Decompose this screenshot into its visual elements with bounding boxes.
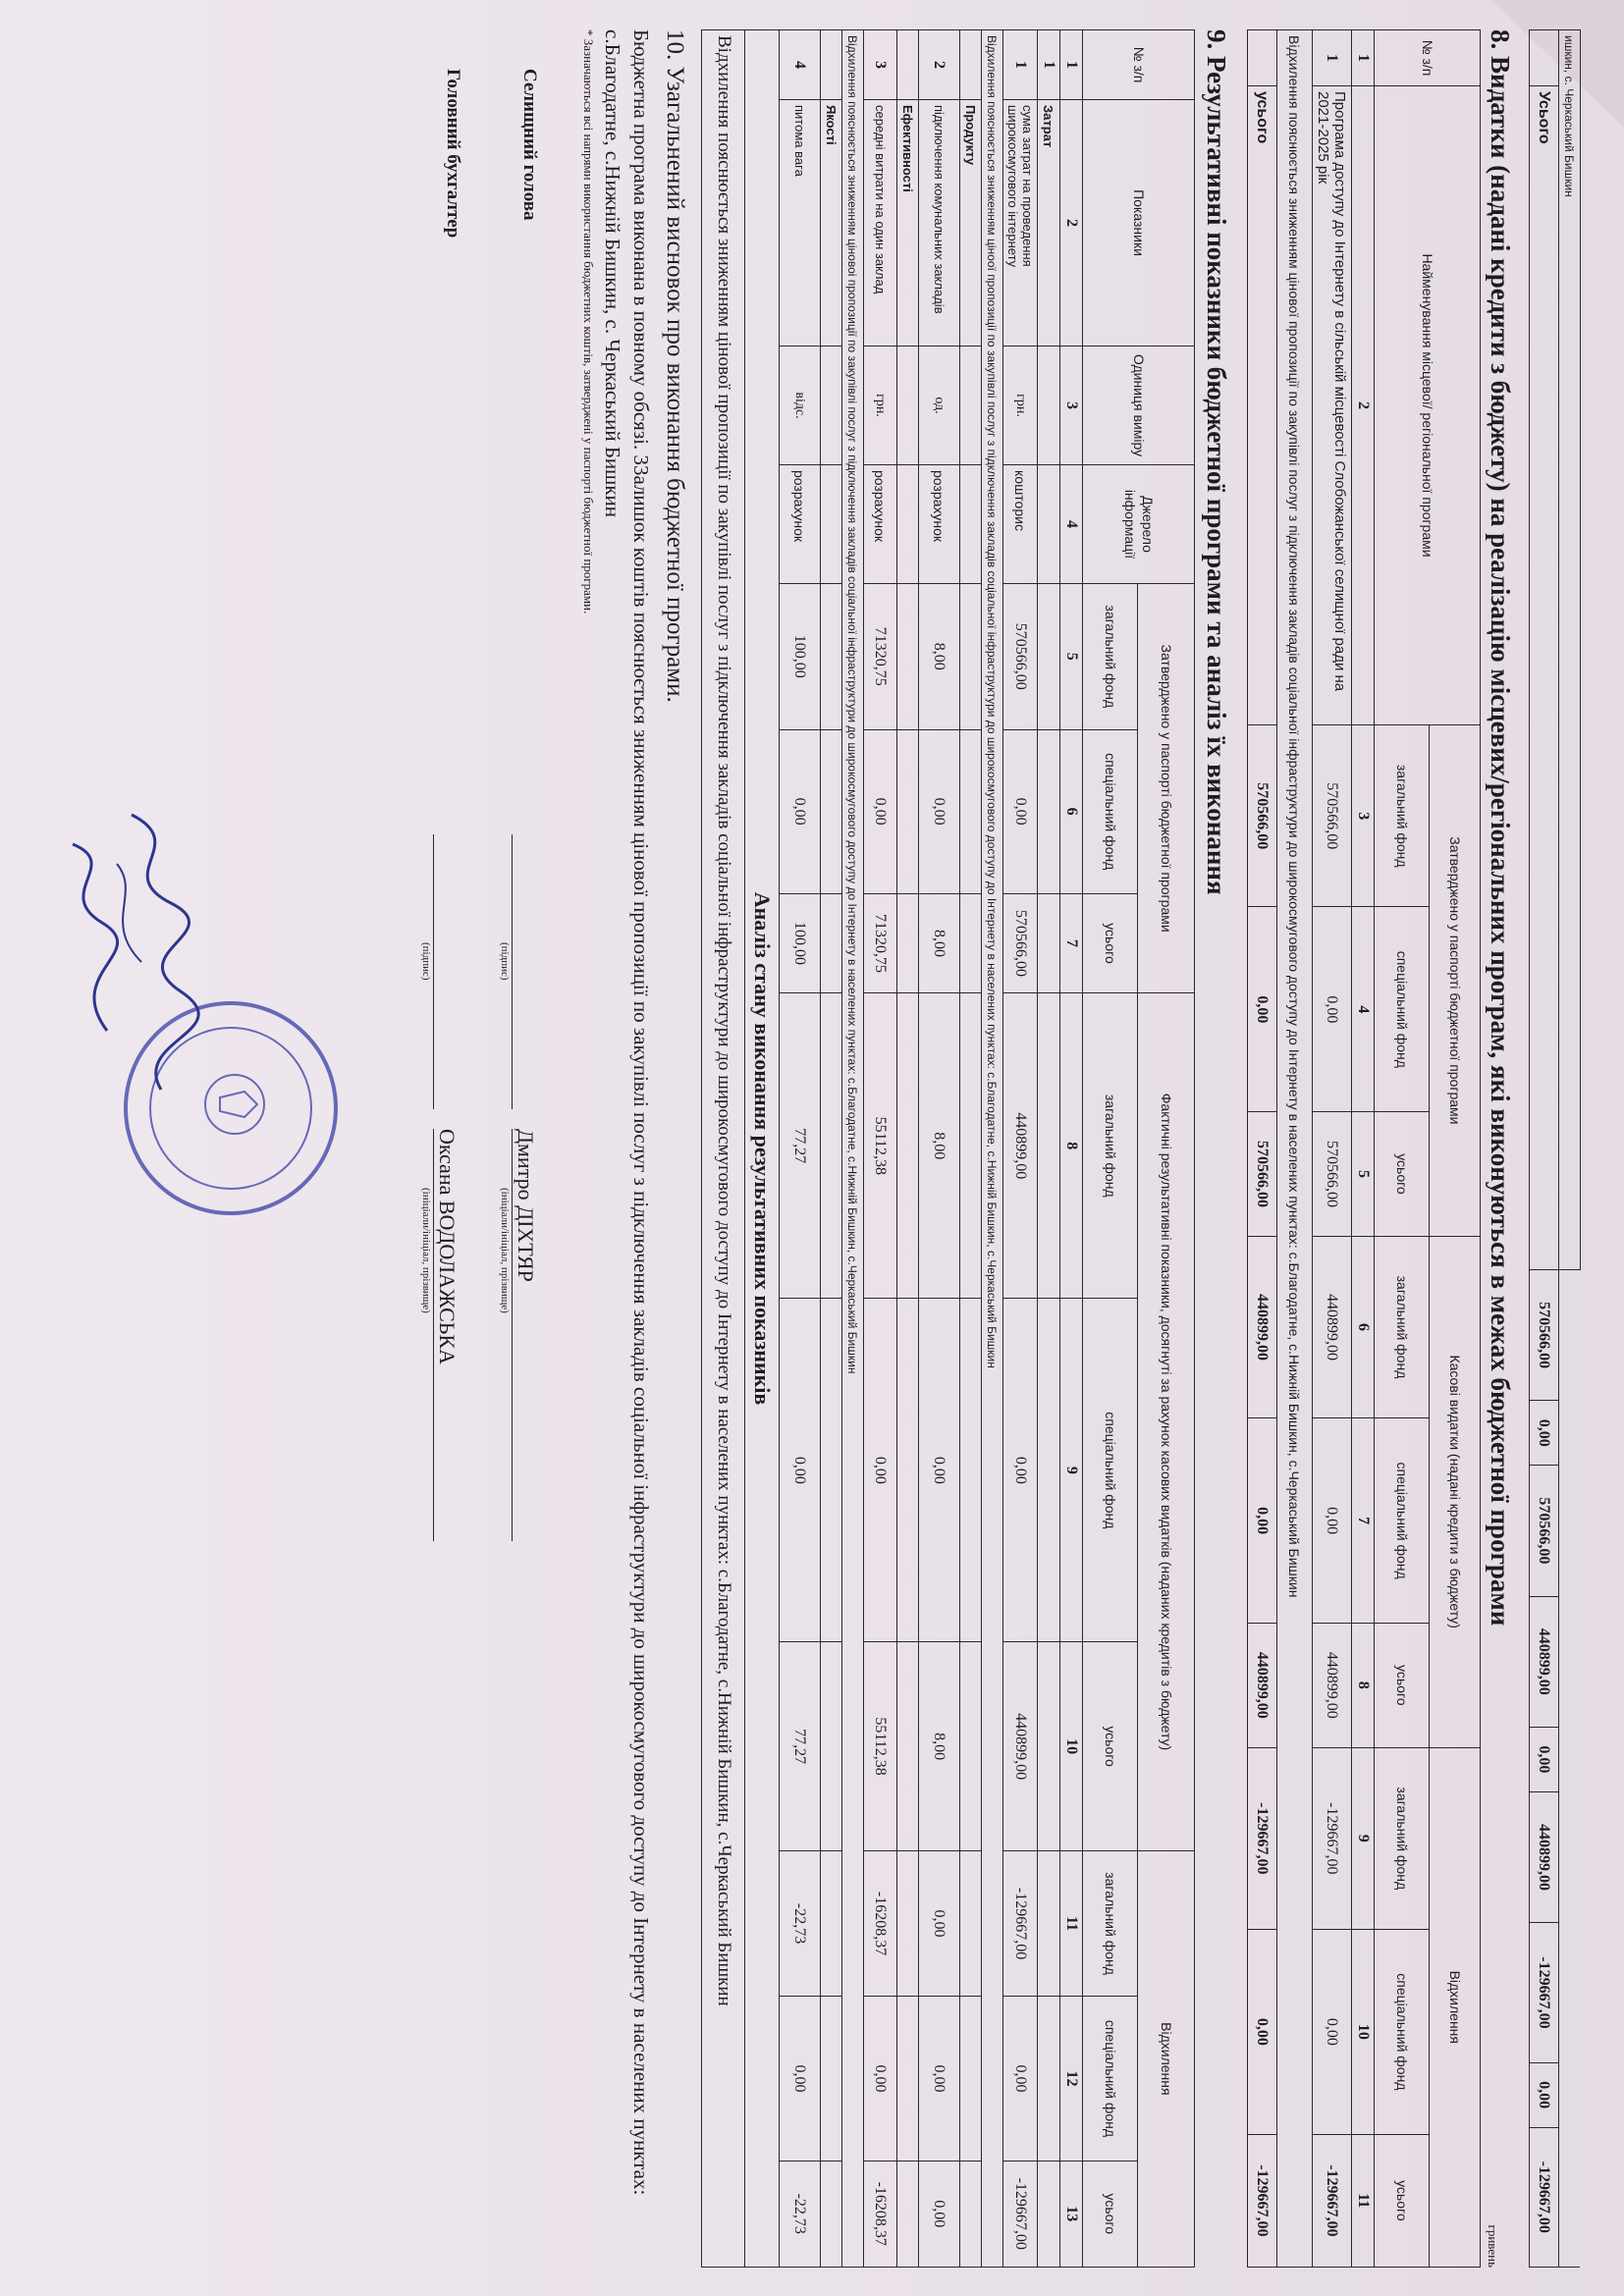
group-number <box>897 30 919 100</box>
indicator-value: 440899,00 <box>1003 993 1038 1299</box>
signature-role: Селищний голова <box>519 69 541 221</box>
program-value: 570566,00 <box>1313 1112 1352 1237</box>
col-number: 10 <box>1352 1930 1375 2135</box>
total-value: 570566,00 <box>1248 725 1277 907</box>
col-number: 7 <box>1352 1418 1375 1624</box>
program-value: -129667,00 <box>1313 1747 1352 1929</box>
top-total-value: 0,00 <box>1530 2062 1559 2127</box>
col-number: 3 <box>1060 347 1083 465</box>
signatory-name: Дмитро ДІХТЯР <box>514 1129 539 1282</box>
col-cash-header: Касові видатки (надані кредити з бюджету) <box>1430 1236 1481 1747</box>
program-name: Програма доступу до Інтернету в сільській місцевості Слобожанської селищної ради на 2021-2025 рік <box>1313 86 1352 725</box>
group-label: Продукту <box>960 100 982 347</box>
col-number: 5 <box>1060 584 1083 730</box>
indicator-value: 440899,00 <box>1003 1642 1038 1850</box>
indicator-value: -22,73 <box>780 1850 821 1997</box>
signature-line <box>512 834 513 1109</box>
subheader-special: спеціальний фонд <box>1083 1997 1138 2161</box>
signature-role: Головний бухгалтер <box>443 69 464 239</box>
name-line <box>433 1129 434 1541</box>
indicator-number: 3 <box>864 30 897 100</box>
name-hint: (ініціали/ініціал, прізвище) <box>499 1188 512 1313</box>
indicator-unit: од. <box>919 347 960 465</box>
indicator-value: 570566,00 <box>1003 893 1038 992</box>
subheader-general: загальний фонд <box>1375 1747 1430 1929</box>
col-num-header: № з/п <box>1083 30 1195 100</box>
subheader-special: спеціальний фонд <box>1375 907 1430 1112</box>
signatory-name: Оксана ВОДОЛАЖСЬКА <box>435 1129 460 1364</box>
document-sheet <box>403 29 1585 2268</box>
indicator-value: 71320,75 <box>864 893 897 992</box>
col-deviation-header: Відхилення <box>1138 1850 1195 2267</box>
col-number: 5 <box>1352 1112 1375 1237</box>
indicator-value: 0,00 <box>864 1299 897 1642</box>
section8-title: 8. Видатки (надані кредити з бюджету) на реалізацію місцевих/регіональних програм, які виконуються в межах бюджетної програми <box>1486 29 1515 1627</box>
col-num-header: № з/п <box>1375 30 1481 86</box>
col-number: 12 <box>1060 1997 1083 2161</box>
indicator-name: середні витрати на один заклад <box>864 100 897 347</box>
subheader-special: спеціальний фонд <box>1375 1930 1430 2135</box>
col-number: 9 <box>1352 1747 1375 1929</box>
subheader-total: усього <box>1375 2134 1430 2267</box>
program-value: 0,00 <box>1313 1418 1352 1624</box>
indicator-value: 0,00 <box>864 1997 897 2161</box>
subheader-general: загальний фонд <box>1083 1850 1138 1997</box>
subheader-special: спеціальний фонд <box>1083 729 1138 893</box>
col-number: 4 <box>1060 465 1083 584</box>
total-value: 0,00 <box>1248 907 1277 1112</box>
subheader-general: загальний фонд <box>1375 725 1430 907</box>
indicator-value: 0,00 <box>1003 1997 1038 2161</box>
signature-scribble <box>43 834 132 1050</box>
col-number: 7 <box>1060 893 1083 992</box>
total-value: -129667,00 <box>1248 1747 1277 1929</box>
subheader-general: загальний фонд <box>1083 584 1138 730</box>
top-total-value: 0,00 <box>1530 1401 1559 1466</box>
signature-hint: (підпис) <box>499 942 512 981</box>
program-value: 440899,00 <box>1313 1623 1352 1747</box>
col-approved-header: Затверджено у паспорті бюджетної програми <box>1138 584 1195 993</box>
indicator-value: 8,00 <box>919 993 960 1299</box>
subheader-total: усього <box>1083 893 1138 992</box>
indicator-value: 0,00 <box>1003 729 1038 893</box>
group-label: Ефективності <box>897 100 919 347</box>
indicator-value: 8,00 <box>919 1642 960 1850</box>
analysis-text: Відхилення пояснюється зниженням цінової пропозиції по закупівлі послуг з підключення закладів соціальної інфраструктури до широкосмугового доступу до Інтернету в населених пунктах: с.Благодатне, с.Нижній Бишкин, с.Черкаський Бишкин <box>702 30 745 2268</box>
signature-hint: (підпис) <box>420 942 433 981</box>
indicator-number: 4 <box>780 30 821 100</box>
signature-line <box>433 834 434 1109</box>
col-number: 9 <box>1060 1299 1083 1642</box>
indicator-name: сума затрат на проведення широкосмугового інтернету <box>1003 100 1038 347</box>
indicator-value: 0,00 <box>780 729 821 893</box>
subheader-special: спеціальний фонд <box>1083 1299 1138 1642</box>
unit-label: гривень <box>1486 2224 1500 2268</box>
top-total-table <box>1529 29 1581 2268</box>
indicator-value: 570566,00 <box>1003 584 1038 730</box>
indicator-value: 100,00 <box>780 893 821 992</box>
indicator-unit: відс. <box>780 347 821 465</box>
col-name-header: Найменування місцевої/ регіональної програми <box>1375 86 1481 725</box>
indicator-source: розрахунок <box>919 465 960 584</box>
deviation-note: Відхилення пояснюється зниженням ціноої пропозиції по закупівлі послуг з підключення закладів соціальної інфраструктури до широкосмугового доступу до Інтернету в населених пунктах: с.Благодатне, с.Нижній Бишкин, с.Черкаський Бишкин <box>982 30 1003 2268</box>
indicator-value: 77,27 <box>780 1642 821 1850</box>
indicator-value: 0,00 <box>1003 1299 1038 1642</box>
col-number: 8 <box>1060 993 1083 1299</box>
col-number: 1 <box>1352 30 1375 86</box>
group-label: Затрат <box>1038 100 1060 347</box>
indicator-value: 8,00 <box>919 584 960 730</box>
indicator-value: 8,00 <box>919 893 960 992</box>
row-number: 1 <box>1313 30 1352 86</box>
indicator-value: 100,00 <box>780 584 821 730</box>
indicator-value: 0,00 <box>864 729 897 893</box>
indicator-source: розрахунок <box>864 465 897 584</box>
indicator-value: 55112,38 <box>864 1642 897 1850</box>
deviation-note: Відхилення пояснюється зниженням цінової пропозиції по закупівлі послуг з підключення закладів соціальної інфраструктури до широкосмугового доступу до Інтернету в населених пунктах: с.Благодатне, с.Нижній Бишкин, с.Черкаський Бишкин <box>1277 30 1313 2268</box>
indicator-unit: грн. <box>1003 347 1038 465</box>
footnote: * Зазначаються всі напрями використання бюджетних коштів, затверджені у паспорті бюджетної програми. <box>580 29 596 614</box>
col-number: 10 <box>1060 1642 1083 1850</box>
indicator-value: 0,00 <box>919 729 960 893</box>
col-number: 6 <box>1352 1236 1375 1417</box>
top-total-value: 440899,00 <box>1530 1596 1559 1727</box>
group-label: Якості <box>821 100 842 347</box>
subheader-total: усього <box>1083 1642 1138 1850</box>
col-number: 6 <box>1060 729 1083 893</box>
top-total-label: Усього <box>1530 86 1559 1270</box>
indicator-value: 71320,75 <box>864 584 897 730</box>
indicator-value: -16208,37 <box>864 2161 897 2267</box>
indicator-name: підключення комунальних закладів <box>919 100 960 347</box>
total-value: 570566,00 <box>1248 1112 1277 1237</box>
col-number: 4 <box>1352 907 1375 1112</box>
indicator-value: 77,27 <box>780 993 821 1299</box>
top-total-value: 570566,00 <box>1530 1466 1559 1596</box>
indicator-value: -129667,00 <box>1003 2161 1038 2267</box>
top-total-value: -129667,00 <box>1530 1923 1559 2062</box>
subheader-total: усього <box>1375 1112 1430 1237</box>
col-number: 11 <box>1352 2134 1375 2267</box>
indicator-value: 0,00 <box>780 1299 821 1642</box>
total-label: усього <box>1248 86 1277 725</box>
top-total-value: -129667,00 <box>1530 2127 1559 2267</box>
section9-title: 9. Результативні показники бюджетної програми та аналіз їх виконання <box>1202 29 1231 895</box>
section10-text: Бюджетна програма виконана в повному обсязі. 33алишок коштів пояснюється зниженням цінової пропозиції по закупівлі послуг з підключення закладів соціальної інфраструктури до широкосмугового доступу до Інтернету в населених пунктах: с.Благодатне, с.Нижній Бишкин, с. Черкаський Бишкин <box>601 29 653 2196</box>
section8-table <box>1247 29 1481 2268</box>
col-number: 11 <box>1060 1850 1083 1997</box>
indicator-value: 0,00 <box>919 1299 960 1642</box>
indicator-value: 0,00 <box>919 1850 960 1997</box>
program-value: 0,00 <box>1313 907 1352 1112</box>
col-source-header: Джерело інформації <box>1083 465 1195 584</box>
name-hint: (ініціали/ініціал, прізвище) <box>420 1188 433 1313</box>
indicator-unit: грн. <box>864 347 897 465</box>
col-unit-header: Одиниця виміру <box>1083 347 1195 465</box>
indicator-value: 0,00 <box>780 1997 821 2161</box>
top-left-label: ишкин, с. Черкаський Бишкин <box>1559 30 1581 1270</box>
subheader-total: усього <box>1083 2161 1138 2267</box>
indicator-source: розрахунок <box>780 465 821 584</box>
col-actual-header: Фактичні результативні показники, досягнуті за рахунок касових видатків (наданих кредитів з бюджету) <box>1138 993 1195 1851</box>
indicator-value: -22,73 <box>780 2161 821 2267</box>
total-value: 440899,00 <box>1248 1236 1277 1417</box>
program-value: 570566,00 <box>1313 725 1352 907</box>
group-number <box>821 30 842 100</box>
subheader-total: усього <box>1375 1623 1430 1747</box>
indicator-value: 55112,38 <box>864 993 897 1299</box>
group-number: 1 <box>1038 30 1060 100</box>
name-line <box>512 1129 513 1541</box>
signatures-block <box>403 29 550 2268</box>
indicator-value: 0,00 <box>919 2161 960 2267</box>
indicator-source: кошторис <box>1003 465 1038 584</box>
col-number: 13 <box>1060 2161 1083 2267</box>
total-value: 440899,00 <box>1248 1623 1277 1747</box>
group-number <box>960 30 982 100</box>
col-deviation-header: Відхилення <box>1430 1747 1481 2267</box>
total-value: -129667,00 <box>1248 2134 1277 2267</box>
top-total-value: 0,00 <box>1530 1727 1559 1791</box>
indicator-name: питома вага <box>780 100 821 347</box>
indicator-value: -129667,00 <box>1003 1850 1038 1997</box>
program-value: -129667,00 <box>1313 2134 1352 2267</box>
program-value: 440899,00 <box>1313 1236 1352 1417</box>
subheader-general: загальний фонд <box>1375 1236 1430 1417</box>
subheader-general: загальний фонд <box>1083 993 1138 1299</box>
col-approved-header: Затверджено у паспорті бюджетної програми <box>1430 725 1481 1237</box>
indicator-value: 0,00 <box>919 1997 960 2161</box>
subheader-special: спеціальний фонд <box>1375 1418 1430 1624</box>
top-total-value: 440899,00 <box>1530 1791 1559 1922</box>
col-indicators-header: Показники <box>1083 100 1195 347</box>
top-total-value: 570566,00 <box>1530 1269 1559 1400</box>
col-number: 2 <box>1060 100 1083 347</box>
total-value: 0,00 <box>1248 1930 1277 2135</box>
indicator-value: -16208,37 <box>864 1850 897 1997</box>
section9-table <box>701 29 1195 2268</box>
col-number: 8 <box>1352 1623 1375 1747</box>
section10-title: 10. Узагальнений висновок про виконання бюджетної програми. <box>662 29 689 703</box>
program-value: 0,00 <box>1313 1930 1352 2135</box>
indicator-number: 1 <box>1003 30 1038 100</box>
total-value: 0,00 <box>1248 1418 1277 1624</box>
col-number: 2 <box>1352 86 1375 725</box>
deviation-note: Відхилення пояснюється зниженням ціновоі пропозиції по закупівлі послуг з підключення закладів соціальної інфраструктури до широкосмугового доступу до Інтернету в населених пунктах: с.Благодатне, с.Нижній Бишкин, с.Черкаський Бишкин <box>842 30 864 2268</box>
analysis-title: Аналіз стану виконання результативних показників <box>745 30 780 2268</box>
col-number: 1 <box>1060 30 1083 100</box>
col-number: 3 <box>1352 725 1375 907</box>
indicator-number: 2 <box>919 30 960 100</box>
